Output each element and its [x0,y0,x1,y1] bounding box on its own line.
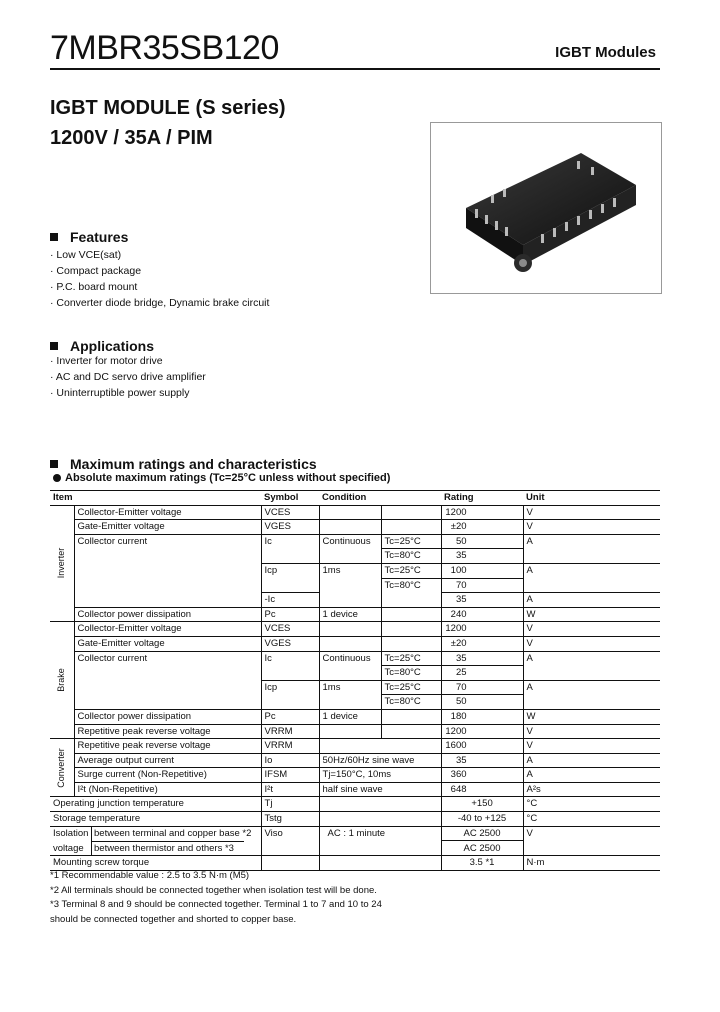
table-row [50,797,660,812]
unit-cell: V [523,826,660,841]
footnotes [50,869,382,927]
rating-cell: 35 [441,753,523,768]
dot-bullet-icon [53,474,61,482]
symbol-cell: Pc [261,709,319,724]
symbol-cell: VGES [261,520,319,535]
rating-cell: 1600 [441,739,523,754]
applications-list [50,353,206,401]
brake-rows [50,622,660,739]
condition-cell [319,739,441,754]
condition-cell [319,549,381,564]
table-row [50,768,660,783]
table-row [50,841,660,856]
product-category: IGBT Modules [555,44,656,61]
rating-cell: 1200 [441,622,523,637]
rating-cell: AC 2500 [441,826,523,841]
rating-cell: 240 [441,607,523,622]
group-label: Converter [55,748,66,788]
temperature-cell: Tc=25°C [381,534,441,549]
symbol-cell: Tstg [261,812,319,827]
rating-cell: 25 [441,666,523,681]
temperature-cell [381,607,441,622]
unit-cell [523,666,660,681]
table-row [50,666,660,681]
misc-rows [50,797,660,870]
group-label-cell [50,739,74,797]
condition-cell: 1ms [319,680,381,695]
footnote: *1 Recommendable value : 2.5 to 3.5 N·m (M5) [50,870,250,881]
condition-cell: 50Hz/60Hz sine wave [319,753,441,768]
symbol-cell: Tj [261,797,319,812]
temperature-cell [381,724,441,739]
col-unit: Unit [523,491,660,506]
unit-cell: A²s [523,782,660,797]
condition-cell: half sine wave [319,782,441,797]
item-cell: Collector current [74,651,261,666]
item-cell: Storage temperature [53,813,141,825]
table-row [50,593,660,608]
features-heading-text: Features [70,229,129,245]
unit-cell: °C [523,797,660,812]
symbol-cell: Icp [261,680,319,695]
table-row [50,505,660,520]
unit-cell: N·m [523,856,660,871]
item-cell: Repetitive peak reverse voltage [74,724,261,739]
table-row [50,695,660,710]
symbol-cell: -Ic [261,593,319,608]
condition-cell: 1 device [319,607,381,622]
condition-cell: AC : 1 minute [319,826,441,841]
product-subtitle: 1200V / 35A / PIM [50,127,213,149]
unit-cell: W [523,709,660,724]
item-cell [74,578,261,593]
item-cell [74,563,261,578]
temperature-cell [381,636,441,651]
item-cell: Collector-Emitter voltage [74,505,261,520]
symbol-cell [261,695,319,710]
temperature-cell: Tc=80°C [381,666,441,681]
temperature-cell [381,505,441,520]
absolute-ratings-heading [53,472,390,484]
rating-cell: 35 [441,593,523,608]
unit-cell [523,695,660,710]
symbol-cell: VRRM [261,739,319,754]
item-cell: Repetitive peak reverse voltage [74,739,261,754]
rating-cell: 360 [441,768,523,783]
condition-cell [319,695,381,710]
condition-cell [319,636,381,651]
item-cell [74,666,261,681]
ratings-heading-text: Maximum ratings and characteristics [70,456,317,472]
item-cell [74,680,261,695]
item-cell: Collector power dissipation [74,607,261,622]
unit-cell: V [523,622,660,637]
unit-cell: A [523,651,660,666]
item-cell: Gate-Emitter voltage [74,520,261,535]
table-row [50,753,660,768]
symbol-cell [261,578,319,593]
application-item: · Inverter for motor drive [50,355,163,367]
unit-cell: V [523,739,660,754]
header-rule [50,68,660,70]
table-row [50,724,660,739]
application-item: · AC and DC servo drive amplifier [50,371,206,383]
item-cell: between thermistor and others *3 [91,841,244,856]
applications-heading-text: Applications [70,338,155,354]
group-label-cell [50,622,74,739]
condition-cell: 1ms [319,563,381,578]
item-cell: Mounting screw torque [53,857,150,869]
unit-cell: V [523,724,660,739]
table-row [50,622,660,637]
unit-cell: V [523,505,660,520]
item-cell [74,593,261,608]
temperature-cell: Tc=80°C [381,578,441,593]
symbol-cell [261,666,319,681]
converter-rows [50,739,660,797]
module-photo [430,122,662,294]
table-row [50,680,660,695]
table-row [50,709,660,724]
temperature-cell [381,709,441,724]
table-row [50,520,660,535]
feature-item: · Compact package [50,265,142,277]
symbol-cell: Viso [261,826,319,841]
col-item: Item [50,491,261,506]
unit-cell: W [523,607,660,622]
rating-cell: 100 [441,563,523,578]
unit-cell: A [523,680,660,695]
group-label: Brake [55,668,66,692]
footnote: *2 All terminals should be connected together when isolation test will be done. [50,884,377,896]
features-heading [50,229,128,245]
rating-cell: +150 [441,797,523,812]
unit-cell [523,578,660,593]
square-bullet-icon [50,342,58,350]
temperature-cell: Tc=25°C [381,563,441,578]
temperature-cell: Tc=25°C [381,651,441,666]
rating-cell: 3.5 *1 [441,856,523,871]
igbt-module-image [431,123,661,293]
temperature-cell [381,520,441,535]
symbol-cell: VCES [261,622,319,637]
table-row [50,578,660,593]
unit-cell: A [523,534,660,549]
rating-cell: 180 [441,709,523,724]
table-row [50,549,660,564]
table-row [50,826,660,841]
symbol-cell: Ic [261,534,319,549]
symbol-cell: I²t [261,782,319,797]
square-bullet-icon [50,460,58,468]
features-list [50,247,269,311]
symbol-cell: IFSM [261,768,319,783]
table-row [50,534,660,549]
rating-cell: 35 [441,549,523,564]
feature-item: · Converter diode bridge, Dynamic brake circuit [50,297,270,309]
temperature-cell: Tc=80°C [381,695,441,710]
condition-cell [319,666,381,681]
temperature-cell: Tc=80°C [381,549,441,564]
item-cell: Gate-Emitter voltage [74,636,261,651]
symbol-cell: VRRM [261,724,319,739]
rating-cell: -40 to +125 [441,812,523,827]
feature-item: · P.C. board mount [50,281,138,293]
part-number: 7MBR35SB120 [50,29,279,67]
rating-cell: 35 [441,651,523,666]
temperature-cell [381,593,441,608]
footnote: should be connected together and shorted to copper base. [50,913,297,925]
rating-cell: AC 2500 [441,841,523,856]
condition-cell [319,593,381,608]
rating-cell: 648 [441,782,523,797]
rating-cell: 70 [441,680,523,695]
table-row [50,636,660,651]
table-row [50,563,660,578]
ratings-heading [50,456,317,472]
product-title: IGBT MODULE (S series) [50,97,286,119]
item-cell: Operating junction temperature [53,798,184,810]
item-cell: I²t (Non-Repetitive) [74,782,261,797]
group-label-cell [50,505,74,622]
unit-cell: V [523,636,660,651]
condition-cell [319,622,381,637]
condition-cell: Continuous [319,651,381,666]
condition-cell [319,505,381,520]
temperature-cell [381,622,441,637]
symbol-cell: Io [261,753,319,768]
symbol-cell: Icp [261,563,319,578]
ratings-table [50,490,660,871]
item-cell: Collector current [74,534,261,549]
rating-cell: 1200 [441,724,523,739]
feature-item: · Low VCE(sat) [50,249,122,261]
col-rating: Rating [441,491,523,506]
condition-cell [319,724,381,739]
condition-cell [319,578,381,593]
unit-cell: °C [523,812,660,827]
group-label: Inverter [55,548,66,579]
symbol-cell [261,549,319,564]
footnote: *3 Terminal 8 and 9 should be connected together. Terminal 1 to 7 and 10 to 24 [50,899,382,911]
isolation-label: Isolation [53,827,89,839]
item-cell: Surge current (Non-Repetitive) [74,768,261,783]
condition-cell: 1 device [319,709,381,724]
condition-cell: Continuous [319,534,381,549]
table-row [50,651,660,666]
unit-cell [523,549,660,564]
condition-cell: Tj=150°C, 10ms [319,768,441,783]
absolute-ratings-heading-text: Absolute maximum ratings (Tc=25°C unless without specified) [65,472,391,484]
symbol-cell: Pc [261,607,319,622]
unit-cell: A [523,593,660,608]
unit-cell: V [523,520,660,535]
symbol-cell: Ic [261,651,319,666]
rating-cell: 1200 [441,505,523,520]
rating-cell: 50 [441,695,523,710]
temperature-cell: Tc=25°C [381,680,441,695]
unit-cell: A [523,753,660,768]
unit-cell: A [523,768,660,783]
application-item: · Uninterruptible power supply [50,387,190,399]
item-cell: between terminal and copper base *2 [91,827,251,841]
rating-cell: ±20 [441,636,523,651]
rating-cell: ±20 [441,520,523,535]
square-bullet-icon [50,233,58,241]
table-row [50,607,660,622]
table-header-row [50,491,660,506]
symbol-cell: VCES [261,505,319,520]
unit-cell: A [523,563,660,578]
table-row [50,812,660,827]
rating-cell: 70 [441,578,523,593]
col-condition: Condition [319,491,441,506]
col-symbol: Symbol [261,491,319,506]
applications-heading [50,338,154,354]
table-row [50,782,660,797]
item-cell [74,695,261,710]
table-row [50,739,660,754]
item-cell: Average output current [74,753,261,768]
condition-cell [319,520,381,535]
item-cell: Collector power dissipation [74,709,261,724]
voltage-label: voltage [53,842,84,854]
rating-cell: 50 [441,534,523,549]
symbol-cell: VGES [261,636,319,651]
item-cell [74,549,261,564]
inverter-rows [50,505,660,622]
item-cell: Collector-Emitter voltage [74,622,261,637]
